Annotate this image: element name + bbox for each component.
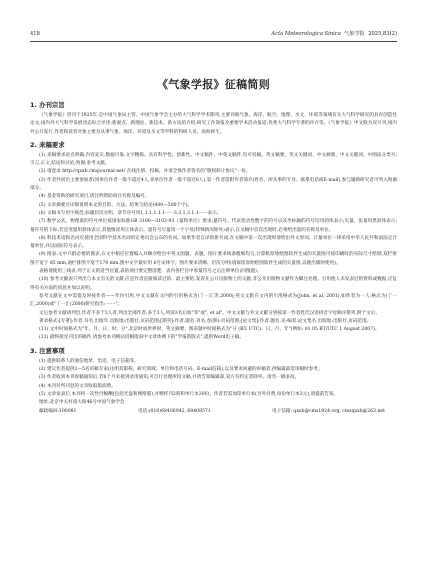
running-header [30,30,397,39]
paragraph: (4) 基金资助的研究项目,请注明资助项目名称及编号。 [39,194,150,200]
contact-postcode: 邮政编码:100081 [39,408,77,414]
paragraph: (4) 本刊对所刊登的文章收取版面费。 [39,383,116,389]
paragraph: (8) 科技术语和名词应使用全国科学技术名词审定委员会公布的名词。如果作者自译的新名词,在文稿中第一次出现时请给出外文原词。计量单位一律采用中华人民共和国法定计量单位,并以国际符号表示。 [30,235,397,250]
paragraph: (5) 文章摘要应详细说明本文的目的、方法、结果与结论(400—500个字)。 [39,202,193,208]
paragraph: (3) 作者收到本刊收稿通知后,若6个月未接到录用通知,可自行处理所投文稿,并请告知编辑部,双方有约定者除外。请勿一稿多投。 [39,375,300,381]
contact-line [30,408,397,416]
contact-address: 地址:北京中关村南大街46号中国气象学会 [39,400,125,406]
journal-citation [271,30,397,39]
paragraph: (1) 提供联系人的通信地址、电话、电子信箱等。 [39,358,139,364]
header-rule [30,41,397,42]
paragraph: (7) 数学公式、物理量的符号单位按国家标准GB 3100—3102-93《量和单位》要求;量符号、代表变动性数字的符号以及坐标轴的符号均用斜体表示;矢量、张量用黑斜体表示;量符号的下标,若是变量用斜体表示,其他情况用正体表示。量符号尽量用一个字母(特殊情况除外)表示,在文稿中首次出现时,必须给出量的名称及单位。 [30,219,397,233]
section-heading: 2. 来稿要求 [30,140,65,149]
section-requirements [30,140,397,343]
paragraph: (11) 文中时间格式为"年、月、日、时、分",北京时或世界时。英文摘要、图表题中时间格式为"分 (BT, UTC)、日、月、年"(例如: 01 05 BT/UTC 1 August 2007)。 [39,327,380,333]
section-heading: 3. 注意事项 [30,346,65,355]
paragraph: (1) 来稿要求论点明确,内容充实,数据可靠,文字精练。具有科学性、创新性。中文稿件、中英文稿件,均可投稿。英文稿要、英文关键词、中文摘要、中文关键词。中图法分类号;引言,正文,结论和讨论;致谢;参考文献。 [30,152,397,167]
paragraph: (6) 文稿书写用字规范,标题层次分明。章节序号用1,1.1,1.1.1······3,3.1,3.1.1······表示。 [39,210,222,216]
paragraph: (9) 图表:文中只附必要的图表,在文中相应位置编入并顺序给出中英文图题、表题。图片要求线条粗细均匀,计算机原始绘图软件生成的矢量图可按印刷时的实际尺寸绘制,双栏排图不宽于 85 mm,通栏排图不宽于170 mm,图中文字最好用 6号宋体字。图片要求清晰、层次分明(请保留原始绘图软件生成的矢量图,以便出版时使用)。 [30,252,397,266]
section-purpose [30,100,397,137]
paragraph: (12) 最终接受刊出的稿件,请参考本刊网站投稿指南中文章体例下的"学报新版式",提供Word电子稿。 [39,335,244,341]
paragraph: 文后参考文献请列出,作者不多于3人者,列出全部作者;多于3人,列前3名后加"等"或", et al"。中文文献与外文文献分别按第一作者姓氏汉语拼音字母顺序排列,附于文后。 [39,310,380,316]
paragraph: (3) 作者共同出主要参加者(同单位作者一般不超过4人,多单位作者一般不超过6人),第一作者需附作者简介(姓名、所从事的专业、联系电话或E-mail),参与辅助研究者可列入致谢部分。 [30,177,397,192]
paragraph: 参考文献在文中需提及时按作者——年份引用,中文文献在文内的引用格式为(丁一汇等,2000);英文文献在文内的引用格式为(John, et al, 2001),如作者为一人,格式为(丁一汇,2000)或"丁一汇(2000)研究指出:·······"。 [30,293,397,308]
journal-name-en: Acta Meteorologica Sinica [271,31,341,37]
page-number: 418 [30,31,40,37]
paragraph: 《气象学报》创刊于1925年,是中国气象局主管、中国气象学会主办的大气科学学术期刊,主要刊载气象、海洋、航空、地理、水文、环境等领域有关大气科学研究的具有创造性论文;国内外大气科学发展动态综合评述;新观点、新理论、新技术、新方法的介绍;研究工作简报及重要学术活动报道;优秀大气科学专著的评介等。《气象学报》中文版为双月刊,国内外公开发行,作者和读者对象主要为从事气象、海洋、环境及水文等学科的科研人员、高校师生。 [30,113,397,135]
paragraph: 著录格式:[专著]:作者.书名.出版年.出版地:出版社,页码范围;[期刊]:作者.题名.刊名,卷(期):页码范围;[论文集]:作者.题名.见:编者.论文集名.出版地:出版社,页码范围。 [39,318,372,324]
section-heading: 1. 办刊宗旨 [30,101,65,109]
paragraph: (2) 建议作者提供3—5名审稿专家(注明其职称、研究领域、单位和电话号码、E-mail信箱),以及要求回避的审稿者,供编辑部选审稿时参考。 [39,367,323,373]
journal-issue: 2025,83(2) [368,31,397,37]
contact-email: 电子信箱: qxxb@cms1924.org, cmsqxxb@263.net [272,408,385,414]
paragraph: (10) 参考文献表只列出与本文有关的文献,应是作者直接阅读过的、最主要的,发表在公开出版物上的文献;非公开出版物文献作为脚注处理。引用他人未发表过的资料或数据,应征得有关方面的同意并加以说明。 [30,277,397,291]
contact-phone: 电话:(010)68406942, 68408571 [138,408,211,414]
paragraph: (2) 请登录 http://qxxb.cmsjournal.net/ 在线注册、投稿。并请全体作者签名的"版权转让协议"一份。 [39,169,251,175]
page-title: 《气象学报》征稿简则 [157,78,270,91]
paragraph: 表格请使用三线表,列于正文的适当位置,表的项目要完整清楚。表内各栏目中参量符号之后注明单位(同图题)。 [39,269,262,275]
section-notes [30,346,397,399]
journal-name-cn: 气象学报 [344,31,365,37]
paragraph: (5) 文章发表后,本刊将一次性付稿酬(包括光盘和网络版),并赠样刊2册和单行本30份。作者若需加印单行本(另外付费,每份单行本3元),请提前告知。 [39,391,339,397]
